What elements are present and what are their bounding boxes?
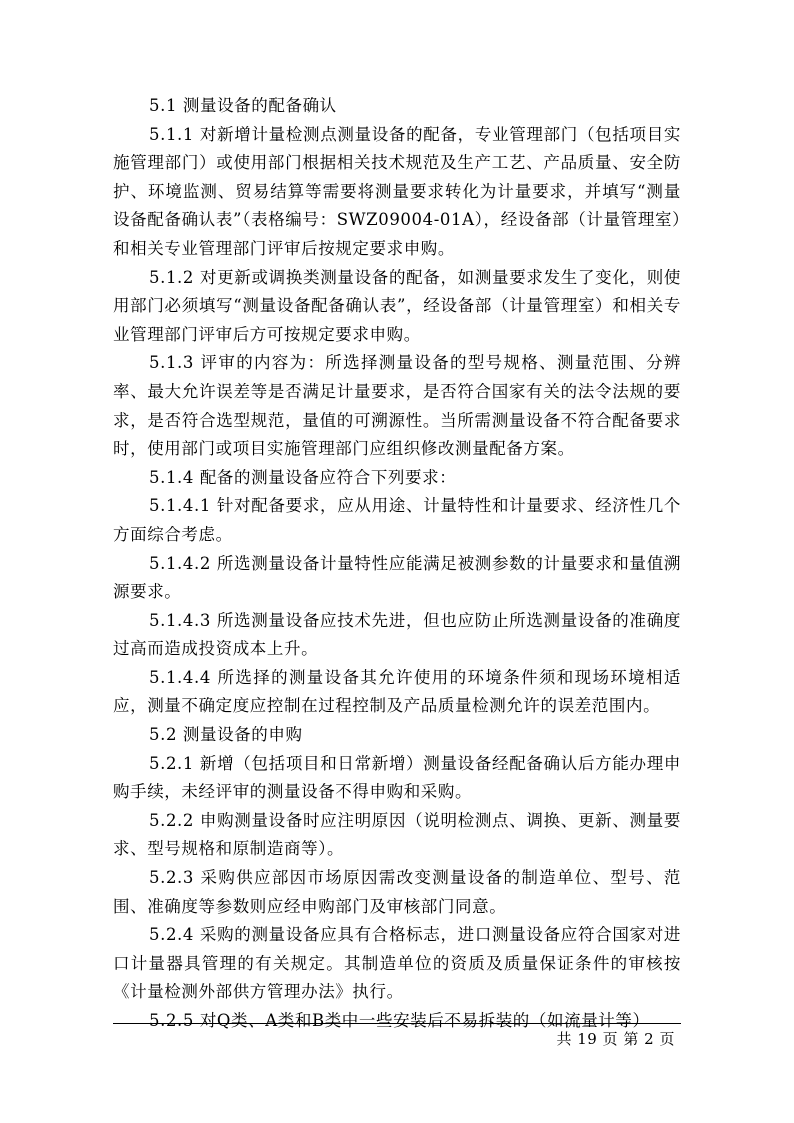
paragraph: 5.1.3 评审的内容为：所选择测量设备的型号规格、测量范围、分辨率、最大允许误差等是否满足计量要求，是否符合国家有关的法令法规的要求，是否符合选型规范，量值的可溯源性。当所需测量设备不符合配备要求时，使用部门或项目实施管理部门应组织修改测量配备方案。 — [113, 353, 681, 459]
page-footer — [113, 1028, 675, 1050]
paragraph: 5.1.2 对更新或调换类测量设备的配备，如测量要求发生了变化，则使用部门必须填写“测量设备配备确认表”，经设备部（计量管理室）和相关专业管理部门评审后方可按规定要求申购。 — [113, 267, 681, 344]
paragraph: 5.1.4.4 所选择的测量设备其允许使用的环境条件须和现场环境相适应，测量不确定度应控制在过程控制及产品质量检测允许的误差范围内。 — [113, 667, 681, 716]
total-pages: 共 19 页 — [556, 1030, 619, 1048]
paragraph: 5.2.5 对Q类、A类和B类中一些安装后不易拆装的（如流量计等） — [149, 1011, 650, 1030]
paragraph: 5.2.3 采购供应部因市场原因需改变测量设备的制造单位、型号、范围、准确度等参数则应经申购部门及审核部门同意。 — [113, 868, 681, 916]
paragraph: 5.2.4 采购的测量设备应具有合格标志，进口测量设备应符合国家对进口计量器具管理的有关规定。其制造单位的资质及质量保证条件的审核按《计量检测外部供方管理办法》执行。 — [113, 925, 681, 1002]
paragraph: 5.1.4 配备的测量设备应符合下列要求： — [149, 467, 457, 487]
paragraph: 5.1.4.1 针对配备要求，应从用途、计量特性和计量要求、经济性几个方面综合考虑。 — [113, 496, 681, 544]
section-heading: 5.1 测量设备的配备确认 — [149, 96, 337, 115]
paragraph: 5.1.4.3 所选测量设备应技术先进，但也应防止所选测量设备的准确度过高而造成投资成本上升。 — [113, 610, 681, 659]
footer-divider — [113, 1023, 681, 1024]
document-body — [113, 92, 681, 1036]
current-page: 第 2 页 — [623, 1030, 675, 1048]
paragraph: 5.2.1 新增（包括项目和日常新增）测量设备经配备确认后方能办理申购手续，未经评审的测量设备不得申购和采购。 — [113, 753, 681, 802]
paragraph: 5.1.1 对新增计量检测点测量设备的配备，专业管理部门（包括项目实施管理部门）或使用部门根据相关技术规范及生产工艺、产品质量、安全防护、环境监测、贸易结算等需要将测量要求转化为计量要求，并填写“测量设备配备确认表”（表格编号：SWZ09004-01A），经设备部（计量管理室）和相关专业管理部门评审后按规定要求申购。 — [113, 124, 681, 258]
section-heading: 5.2 测量设备的申购 — [149, 725, 303, 745]
paragraph: 5.1.4.2 所选测量设备计量特性应能满足被测参数的计量要求和量值溯源要求。 — [113, 553, 681, 602]
paragraph: 5.2.2 申购测量设备时应注明原因（说明检测点、调换、更新、测量要求、型号规格和原制造商等）。 — [113, 810, 681, 859]
